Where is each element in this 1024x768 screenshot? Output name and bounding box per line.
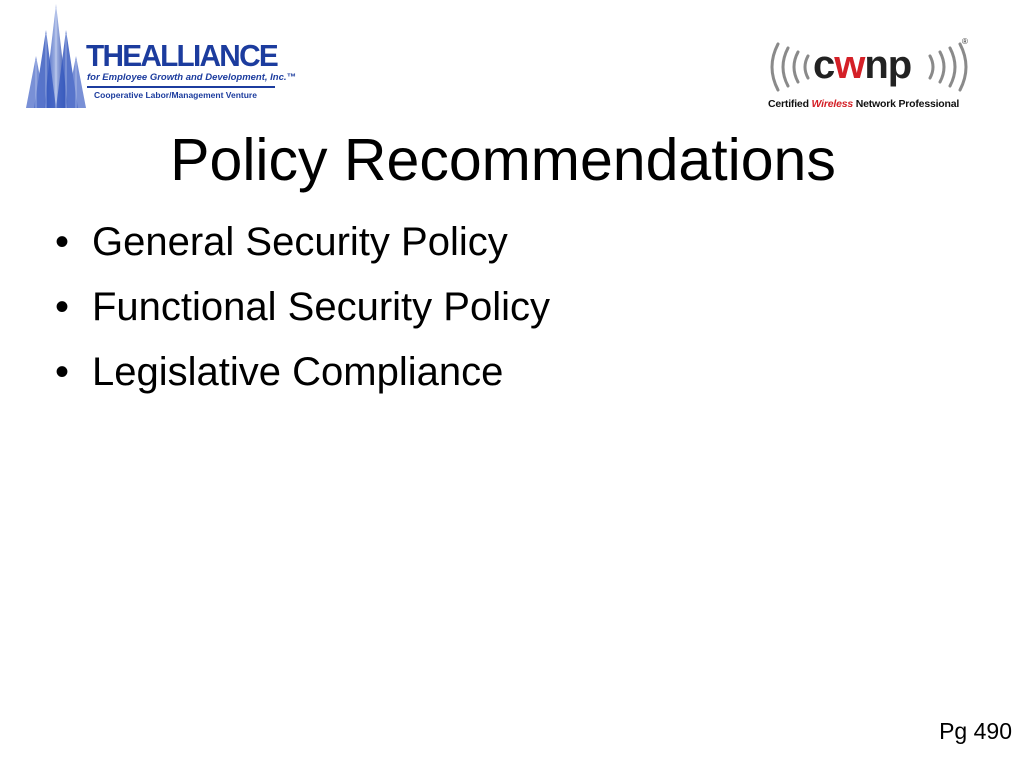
cwnp-wordmark <box>813 40 911 90</box>
page-number: Pg 490 <box>939 718 1012 744</box>
cwnp-tagline-prefix: Certified <box>768 98 812 110</box>
bullet-text: General Security Policy <box>92 220 508 264</box>
alliance-wordmark: THEALLIANCE <box>86 38 277 73</box>
alliance-pyramid-icon <box>24 4 88 108</box>
cwnp-tagline <box>768 98 959 110</box>
bullet-item-general-security-policy <box>55 210 550 275</box>
cwnp-word-suffix: np <box>864 43 912 87</box>
cwnp-tagline-accent: Wireless <box>811 98 854 110</box>
bullet-list <box>55 210 550 405</box>
cwnp-logo <box>766 38 972 114</box>
cwnp-tagline-suffix: Network Professional <box>853 98 960 110</box>
alliance-tagline <box>87 72 296 83</box>
cwnp-word-accent: w <box>834 43 865 87</box>
alliance-subline: Cooperative Labor/Management Venture <box>94 90 257 100</box>
alliance-tagline-text: for Employee Growth and Development, Inc. <box>87 72 287 83</box>
bullet-glyph: • <box>55 285 70 329</box>
alliance-divider <box>87 86 275 88</box>
bullet-text: Functional Security Policy <box>92 285 550 329</box>
cwnp-word-prefix: c <box>813 43 835 87</box>
bullet-text: Legislative Compliance <box>92 350 504 394</box>
alliance-trademark: ™ <box>286 72 297 83</box>
alliance-logo <box>24 4 297 108</box>
bullet-glyph: • <box>55 350 70 394</box>
bullet-glyph: • <box>55 220 70 264</box>
slide-title: Policy Recommendations <box>170 127 836 193</box>
bullet-item-legislative-compliance <box>55 340 550 405</box>
registered-mark: ® <box>962 37 968 46</box>
bullet-item-functional-security-policy <box>55 275 550 340</box>
